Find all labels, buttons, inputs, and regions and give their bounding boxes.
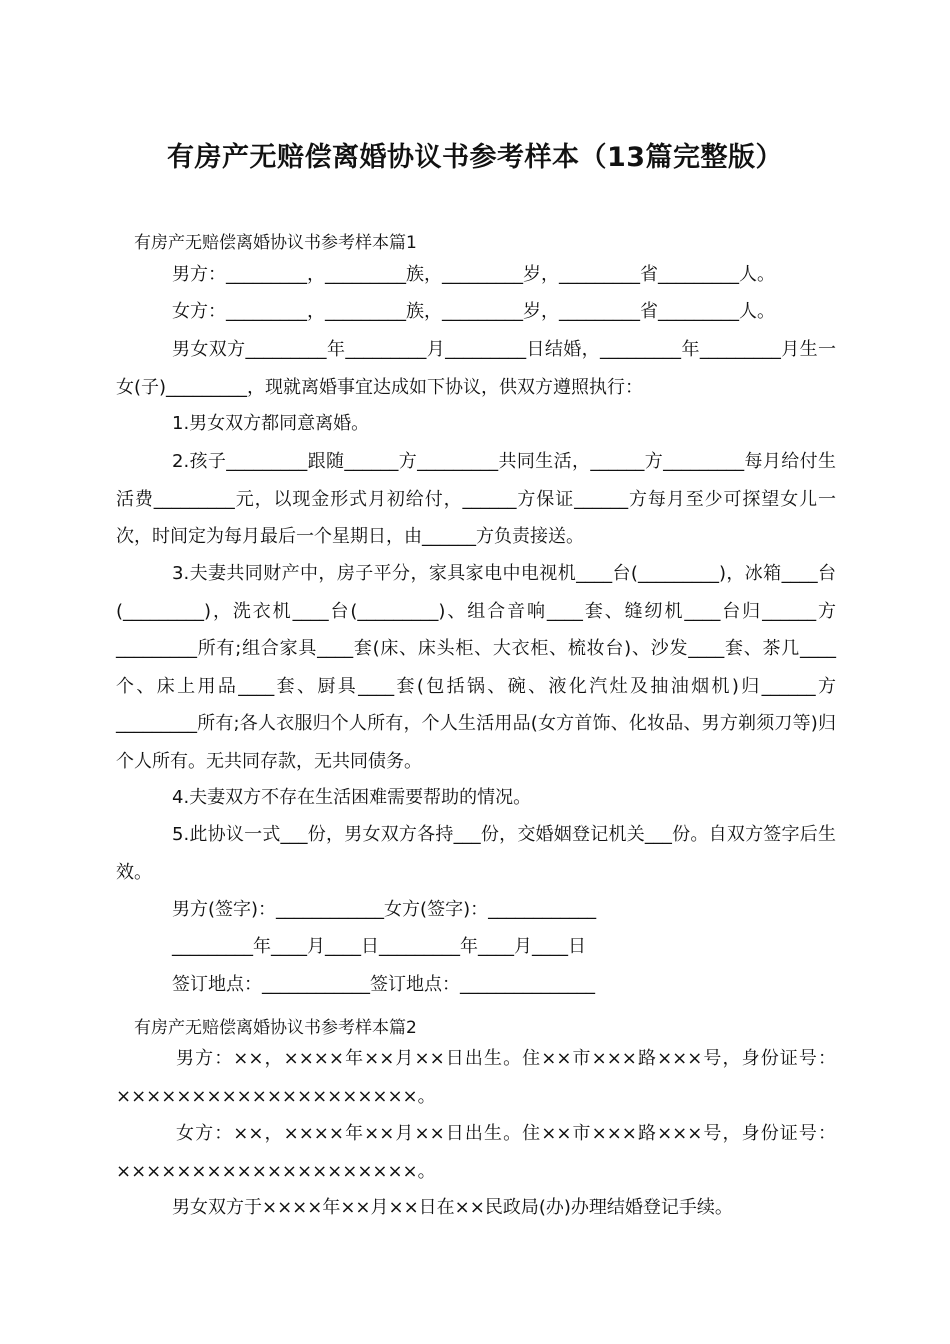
clause-1: 1.男女双方都同意离婚。 bbox=[172, 413, 370, 434]
clause-2: 2.孩子_________跟随______方_________共同生活，______方_________每月给付生活费_________元，以现金形式月初给付，______方保证______方每月至少可探望女儿一次，时间定为每月最后一个星期日，由______方负责接送。 bbox=[116, 451, 836, 547]
female-party-paragraph: 女方：××，××××年××月××日出生。住××市×××路×××号，身份证号：××××××××××××××××××××。 bbox=[116, 1123, 836, 1182]
clause-5: 5.此协议一式___份，男女双方各持___份，交婚姻登记机关___份。自双方签字后生效。 bbox=[116, 824, 836, 883]
clause-4: 4.夫妻双方不存在生活困难需要帮助的情况。 bbox=[172, 787, 532, 808]
signing-place-line: 签订地点：____________签订地点：_______________ bbox=[172, 974, 595, 995]
male-party-paragraph: 男方：××，××××年××月××日出生。住××市×××路×××号，身份证号：××××××××××××××××××××。 bbox=[116, 1048, 836, 1107]
female-info-line: 女方：_________，_________族，_________岁，_________省_________人。 bbox=[172, 301, 775, 322]
male-info-line: 男方：_________，_________族，_________岁，_________省_________人。 bbox=[172, 264, 775, 285]
date-line: _________年____月____日_________年____月____日 bbox=[172, 936, 586, 957]
signature-line: 男方(签字)：____________女方(签字)：____________ bbox=[172, 899, 597, 920]
section1-heading: 有房产无赔偿离婚协议书参考样本篇1 bbox=[134, 233, 417, 253]
clause-3: 3.夫妻共同财产中，房子平分，家具家电中电视机____台(_________)，冰箱____台(_________)，洗衣机____台(_________)、组合音响____套、缝纫机____台归______方_________所有;组合家具____套(床、床头柜、大衣柜、梳妆台)、沙发____套、茶几____个、床上用品____套、厨具____套(包括锅、碗、液化汽灶及抽油烟机)归______方_________所有;各人衣服归个人所有，个人生活用品(女方首饰、化妆品、男方剃须刀等)归个人所有。无共同存款，无共同债务。 bbox=[116, 563, 836, 772]
section2-heading: 有房产无赔偿离婚协议书参考样本篇2 bbox=[134, 1018, 417, 1038]
marriage-paragraph: 男女双方_________年_________月_________日结婚，_________年_________月生一女(子)_________，现就离婚事宜达成如下协议，供双方遵照执行： bbox=[116, 339, 836, 398]
marriage-registration-line: 男女双方于××××年××月××日在××民政局(办)办理结婚登记手续。 bbox=[172, 1197, 733, 1218]
document-title: 有房产无赔偿离婚协议书参考样本（13篇完整版） bbox=[166, 142, 784, 173]
